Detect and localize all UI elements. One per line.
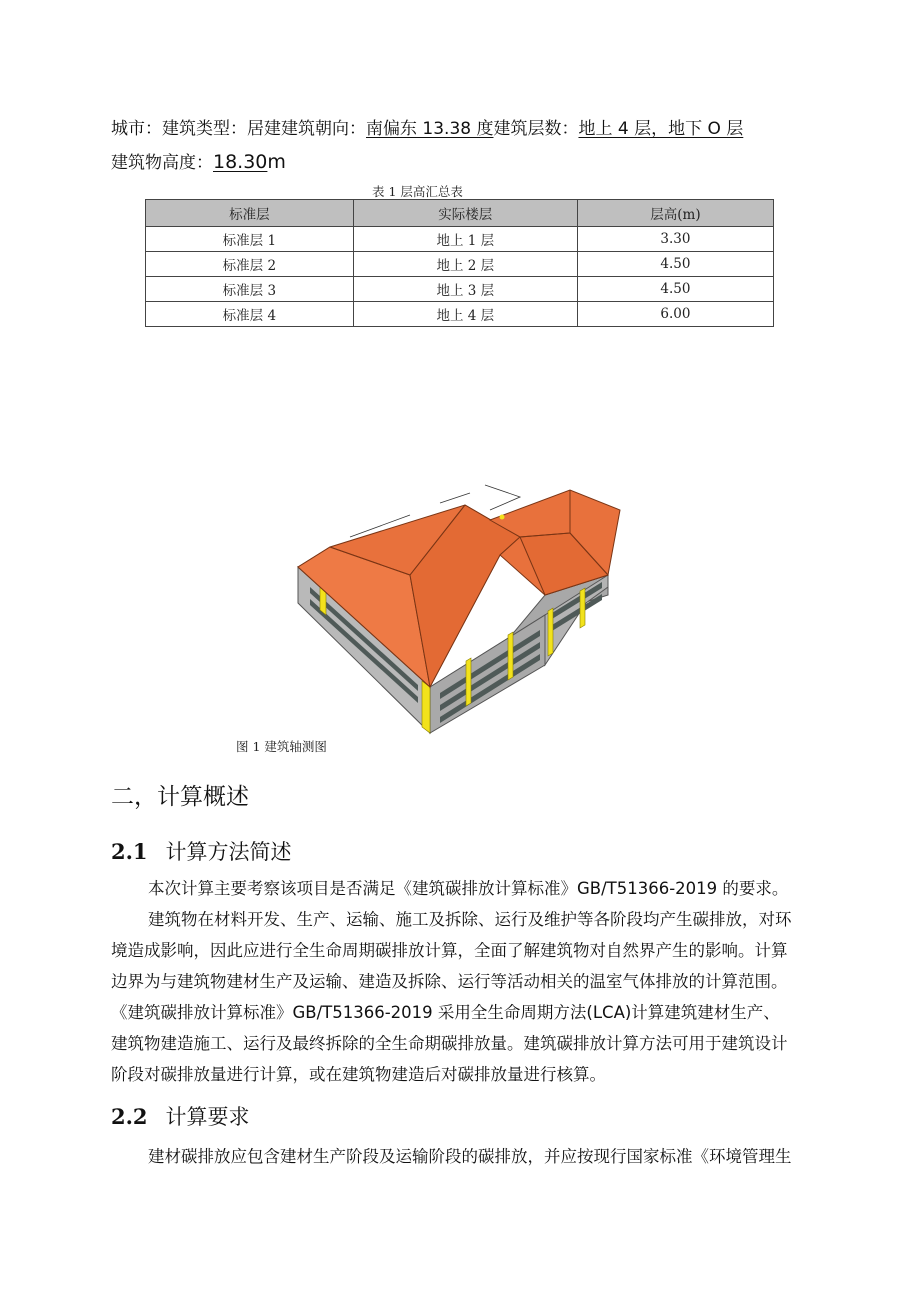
floors-label: 建筑层数： xyxy=(493,119,579,139)
table-cell: 地上 1 层 xyxy=(353,227,577,252)
column-header: 实际楼层 xyxy=(353,200,577,227)
height-unit: m xyxy=(267,151,286,173)
table-row xyxy=(146,227,774,252)
table-header-row xyxy=(146,200,774,227)
table-cell: 地上 4 层 xyxy=(353,302,577,327)
table-cell: 6.00 xyxy=(577,302,773,327)
column-header: 标准层 xyxy=(146,200,354,227)
table-cell: 4.50 xyxy=(577,252,773,277)
city-label: 城市： xyxy=(111,119,162,139)
paragraph: 本次计算主要考察该项目是否满足《建筑碳排放计算标准》GB/T51366-2019 的要求。 xyxy=(148,879,789,898)
table-row xyxy=(146,302,774,327)
paragraph-line: 阶段对碳排放量进行计算，或在建筑物建造后对碳排放量进行核算。 xyxy=(111,1065,606,1084)
height-value: 18.30 xyxy=(213,151,268,173)
table-cell: 标准层 3 xyxy=(146,277,354,302)
table-row xyxy=(146,252,774,277)
subsection-number: 2.2 xyxy=(111,1104,148,1129)
figure-caption: 图 1 建筑轴测图 xyxy=(236,739,327,754)
table-cell: 4.50 xyxy=(577,277,773,302)
building-info-line xyxy=(111,114,743,139)
table-cell: 标准层 2 xyxy=(146,252,354,277)
subsection-heading-2-1 xyxy=(111,836,292,866)
table-cell: 标准层 1 xyxy=(146,227,354,252)
orientation-value: 南偏东 13.38 度 xyxy=(366,119,494,139)
paragraph: 建材碳排放应包含建材生产阶段及运输阶段的碳排放，并应按现行国家标准《环境管理生 xyxy=(148,1147,792,1166)
floor-height-table xyxy=(145,199,774,327)
table-cell: 3.30 xyxy=(577,227,773,252)
table-cell: 地上 2 层 xyxy=(353,252,577,277)
height-label: 建筑物高度： xyxy=(111,153,213,173)
column-header: 层高(m) xyxy=(577,200,773,227)
requirement-paragraph xyxy=(111,1141,821,1172)
subsection-number: 2.1 xyxy=(111,839,148,864)
table-cell: 标准层 4 xyxy=(146,302,354,327)
orientation-label: 建筑朝向： xyxy=(281,119,366,139)
table-row xyxy=(146,277,774,302)
floors-value: 地上 4 层，地下 O 层 xyxy=(578,119,744,139)
table-cell: 地上 3 层 xyxy=(353,277,577,302)
paragraph-line: 边界为与建筑物建材生产及运输、建造及拆除、运行等活动相关的温室气体排放的计算范围。 xyxy=(111,972,788,991)
rooftop-marker xyxy=(500,515,505,520)
paragraph-line: 建筑物建造施工、运行及最终拆除的全生命期碳排放量。建筑碳排放计算方法可用于建筑设计 xyxy=(111,1034,788,1053)
paragraph-line: 境造成影响，因此应进行全生命周期碳排放计算，全面了解建筑物对自然界产生的影响。计算 xyxy=(111,941,788,960)
paragraph-line: 建筑物在材料开发、生产、运输、施工及拆除、运行及维护等各阶段均产生碳排放，对环 xyxy=(148,910,792,929)
method-paragraphs xyxy=(111,873,821,1090)
subsection-title: 计算要求 xyxy=(165,1105,250,1129)
subsection-title: 计算方法简述 xyxy=(165,840,292,864)
building-axonometric-image xyxy=(290,475,630,740)
building-height-line xyxy=(111,148,286,173)
building-type-label: 建筑类型：居建 xyxy=(162,119,281,139)
subsection-heading-2-2 xyxy=(111,1101,250,1131)
table-caption: 表 1 层高汇总表 xyxy=(372,184,463,199)
paragraph-line: 《建筑碳排放计算标准》GB/T51366-2019 采用全生命周期方法(LCA)计算建筑建材生产、 xyxy=(111,1003,780,1022)
section-title: 二，计算概述 xyxy=(111,784,249,810)
